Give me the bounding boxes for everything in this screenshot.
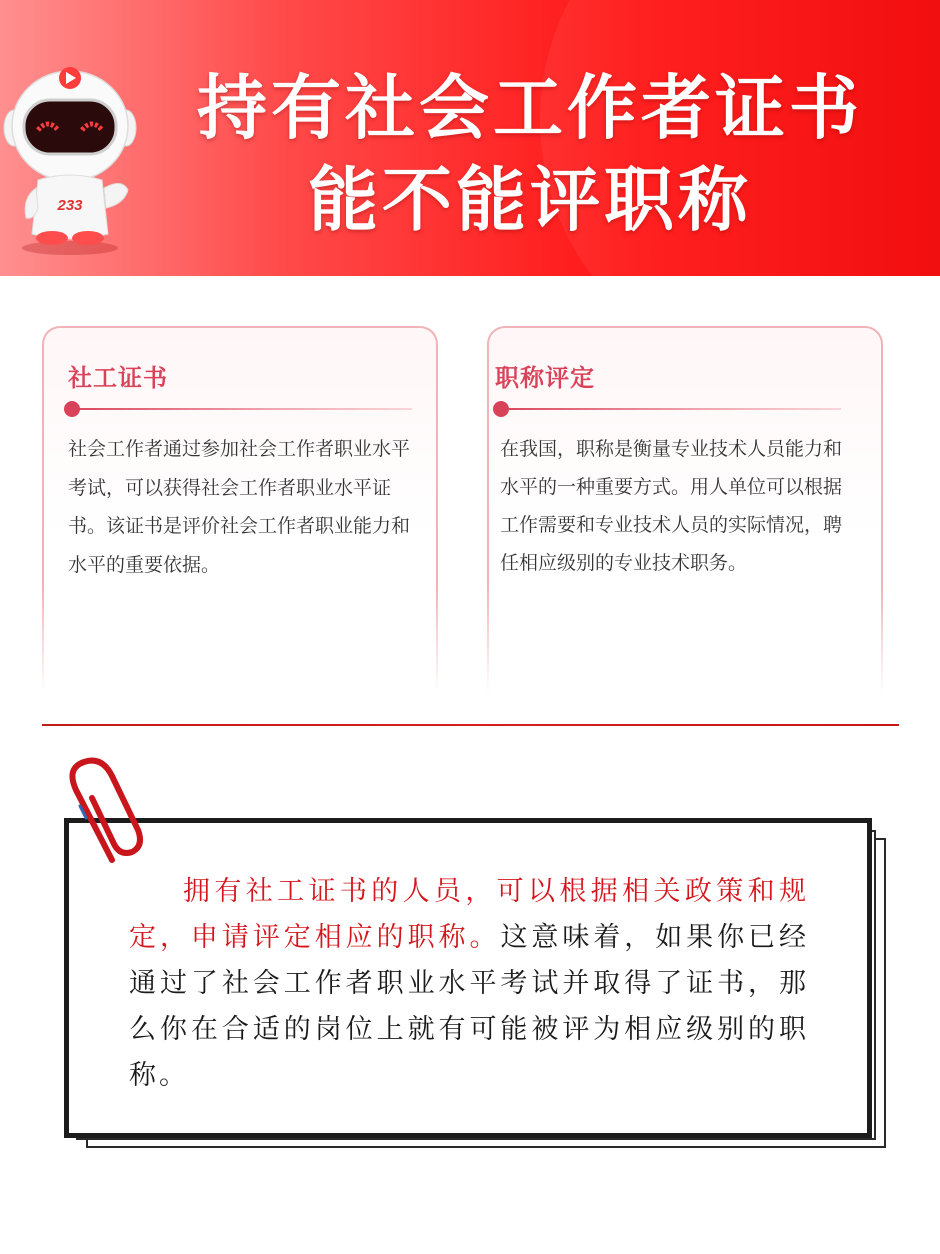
note-text [129,869,809,1099]
card-divider-line [495,408,841,410]
note-box [64,818,872,1138]
card-title: 职称评定 [495,364,595,392]
card-title: 社工证书 [68,364,168,392]
header-banner [0,0,940,276]
page-title-line2: 能不能评职称 [308,159,752,241]
card-certificate [42,326,438,706]
card-body: 在我国，职称是衡量专业技术人员能力和水平的一种重要方式。用人单位可以根据工作需要和专业技术人员的实际情况，聘任相应级别的专业技术职务。 [500,438,843,574]
section-divider [42,724,899,726]
card-title-evaluation [487,326,883,706]
note-highlight: 拥有社工证书的人员，可以根据相关政策和规定，申请评定相应的职称。 [129,876,809,953]
bullet-dot-icon [493,401,509,417]
mascot-badge: 233 [57,197,83,214]
bullet-dot-icon [64,401,80,417]
paperclip-icon [60,756,150,868]
card-body: 社会工作者通过参加社会工作者职业水平考试，可以获得社会工作者职业水平证书。该证书是评价社会工作者职业能力和水平的重要依据。 [68,438,411,576]
note-rest: 这意味着，如果你已经通过了社会工作者职业水平考试并取得了证书，那么你在合适的岗位上就有可能被评为相应级别的职称。 [129,922,810,1091]
card-divider-line [66,408,412,410]
page-title [140,62,920,246]
robot-mascot-icon [0,58,140,258]
page-title-line1: 持有社会工作者证书 [197,67,863,149]
